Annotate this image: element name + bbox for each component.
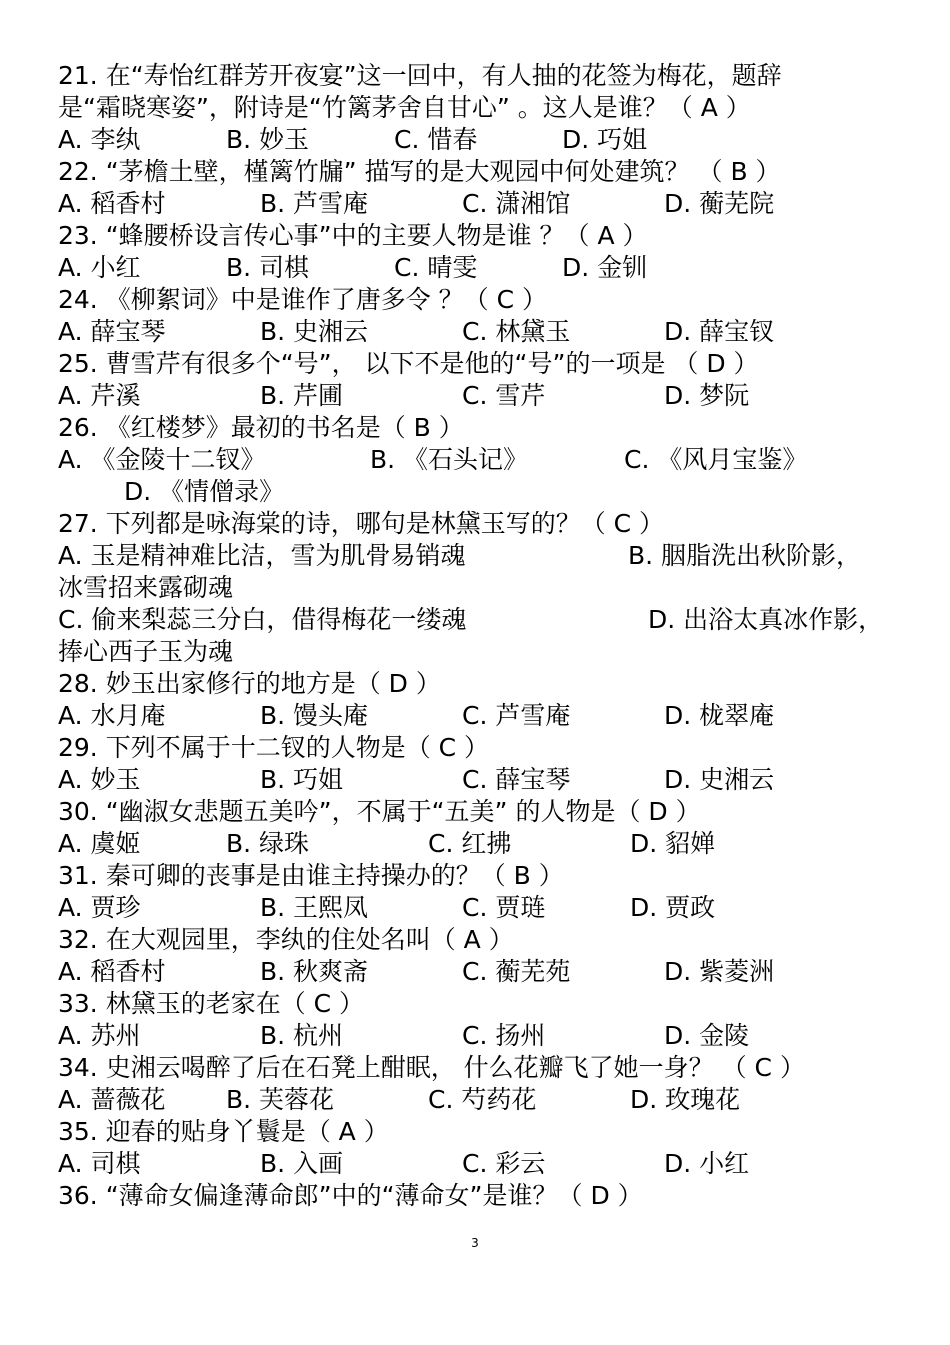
text-line: 29. 下列不属于十二钗的人物是（ C ） [58,733,490,762]
text-line: 30. “幽淑女悲题五美吟”，不属于“五美” 的人物是（ D ） [58,797,701,826]
answer-option: C. 潇湘馆 [462,189,571,218]
answer-option: B. 秋爽斋 [260,957,369,986]
text-line: 捧心西子玉为魂 [58,637,234,666]
options-line [58,892,888,924]
options-line [58,604,888,636]
answer-option: C. 芍药花 [428,1085,537,1114]
text-line: 24. 《柳絮词》中是谁作了唐多令 ？（ C ） [58,285,548,314]
answer-option: D. 栊翠庵 [664,701,775,730]
answer-option: D. 金陵 [664,1021,750,1050]
text-line: 23. “蜂腰桥设言传心事”中的主要人物是谁 ？（ A ） [58,221,648,250]
answer-option: A. 玉是精神难比洁，雪为肌骨易销魂 [58,541,466,570]
answer-option: A. 李纨 [58,125,141,154]
answer-option: D. 貂婵 [630,829,716,858]
text-line: 是“霜晓寒姿”，附诗是“竹篱茅舍自甘心” 。这人是谁？（ A ） [58,93,751,122]
answer-option: D. 薛宝钗 [664,317,775,346]
answer-option: D. 紫菱洲 [664,957,775,986]
answer-option: D. 贾政 [630,893,716,922]
answer-option: D. 金钏 [562,253,648,282]
answer-option: B. 司棋 [226,253,310,282]
text-line: 35. 迎春的贴身丫鬟是（ A ） [58,1117,389,1146]
answer-option: B. 史湘云 [260,317,369,346]
answer-option: B. 绿珠 [226,829,310,858]
text-line: 22. “茅檐土壁，槿篱竹牖” 描写的是大观园中何处建筑？ （ B ） [58,157,781,186]
text-line: 26. 《红楼梦》最初的书名是（ B ） [58,413,464,442]
answer-option: B. 巧姐 [260,765,344,794]
answer-option: D. 蘅芜院 [664,189,775,218]
answer-option: C. 红拂 [428,829,512,858]
options-line [58,476,888,508]
answer-option: B. 芹圃 [260,381,344,410]
answer-option: C. 惜春 [394,125,478,154]
text-line: 31. 秦可卿的丧事是由谁主持操办的？（ B ） [58,861,564,890]
answer-option: C. 贾琏 [462,893,546,922]
answer-option: B. 杭州 [260,1021,344,1050]
answer-option: A. 蔷薇花 [58,1085,166,1114]
answer-option: A. 稻香村 [58,189,166,218]
answer-option: C. 雪芹 [462,381,546,410]
text-line: 34. 史湘云喝醉了后在石凳上酣眠， 什么花瓣飞了她一身？ （ C ） [58,1053,805,1082]
answer-option: A. 贾珍 [58,893,141,922]
answer-option: B. 《石头记》 [370,445,529,474]
answer-option: A. 司棋 [58,1149,141,1178]
answer-option: A. 小红 [58,253,141,282]
text-line: 28. 妙玉出家修行的地方是（ D ） [58,669,441,698]
options-line [58,540,888,572]
answer-option: C. 晴雯 [394,253,478,282]
answer-option: A. 薛宝琴 [58,317,166,346]
answer-option: D. 《情僧录》 [124,477,285,506]
text-line: 33. 林黛玉的老家在（ C ） [58,989,365,1018]
answer-option: C. 林黛玉 [462,317,571,346]
answer-option: B. 馒头庵 [260,701,369,730]
text-line: 32. 在大观园里，李纨的住处名叫（ A ） [58,925,514,954]
text-line: 25. 曹雪芹有很多个“号”， 以下不是他的“号”的一项是 （ D ） [58,349,759,378]
text-line: 冰雪招来露砌魂 [58,573,234,602]
answer-option: D. 巧姐 [562,125,648,154]
page-number: 3 [471,1236,479,1250]
answer-option: C. 彩云 [462,1149,546,1178]
answer-option: B. 王熙凤 [260,893,369,922]
answer-option: A. 水月庵 [58,701,166,730]
options-line [58,828,888,860]
options-line [58,380,888,412]
answer-option: C. 偷来梨蕊三分白，借得梅花一缕魂 [58,605,467,634]
answer-option: A. 芹溪 [58,381,141,410]
answer-option: A. 妙玉 [58,765,141,794]
options-line [58,124,888,156]
answer-option: D. 史湘云 [664,765,775,794]
text-line: 21. 在“寿怡红群芳开夜宴”这一回中，有人抽的花签为梅花，题辞 [58,61,782,90]
text-line: 27. 下列都是咏海棠的诗，哪句是林黛玉写的？（ C ） [58,509,665,538]
answer-option: D. 玫瑰花 [630,1085,741,1114]
options-line [58,956,888,988]
question-list [58,60,888,1212]
answer-option: D. 出浴太真冰作影， [648,605,884,634]
options-line [58,764,888,796]
options-line [58,316,888,348]
text-line: 36. “薄命女偏逢薄命郎”中的“薄命女”是谁？（ D ） [58,1181,643,1210]
options-line [58,188,888,220]
answer-option: B. 胭脂洗出秋阶影， [628,541,862,570]
answer-option: A. 《金陵十二钗》 [58,445,266,474]
answer-option: C. 《风月宝鉴》 [624,445,808,474]
options-line [58,1148,888,1180]
answer-option: C. 蘅芜苑 [462,957,571,986]
answer-option: C. 扬州 [462,1021,546,1050]
options-line [58,700,888,732]
options-line [58,1020,888,1052]
answer-option: B. 入画 [260,1149,344,1178]
answer-option: C. 芦雪庵 [462,701,571,730]
answer-option: A. 虞姬 [58,829,141,858]
answer-option: C. 薛宝琴 [462,765,571,794]
answer-option: A. 稻香村 [58,957,166,986]
answer-option: B. 妙玉 [226,125,310,154]
options-line [58,1084,888,1116]
answer-option: A. 苏州 [58,1021,141,1050]
answer-option: B. 芦雪庵 [260,189,369,218]
answer-option: D. 梦阮 [664,381,750,410]
answer-option: D. 小红 [664,1149,750,1178]
answer-option: B. 芙蓉花 [226,1085,335,1114]
options-line [58,252,888,284]
options-line [58,444,888,476]
